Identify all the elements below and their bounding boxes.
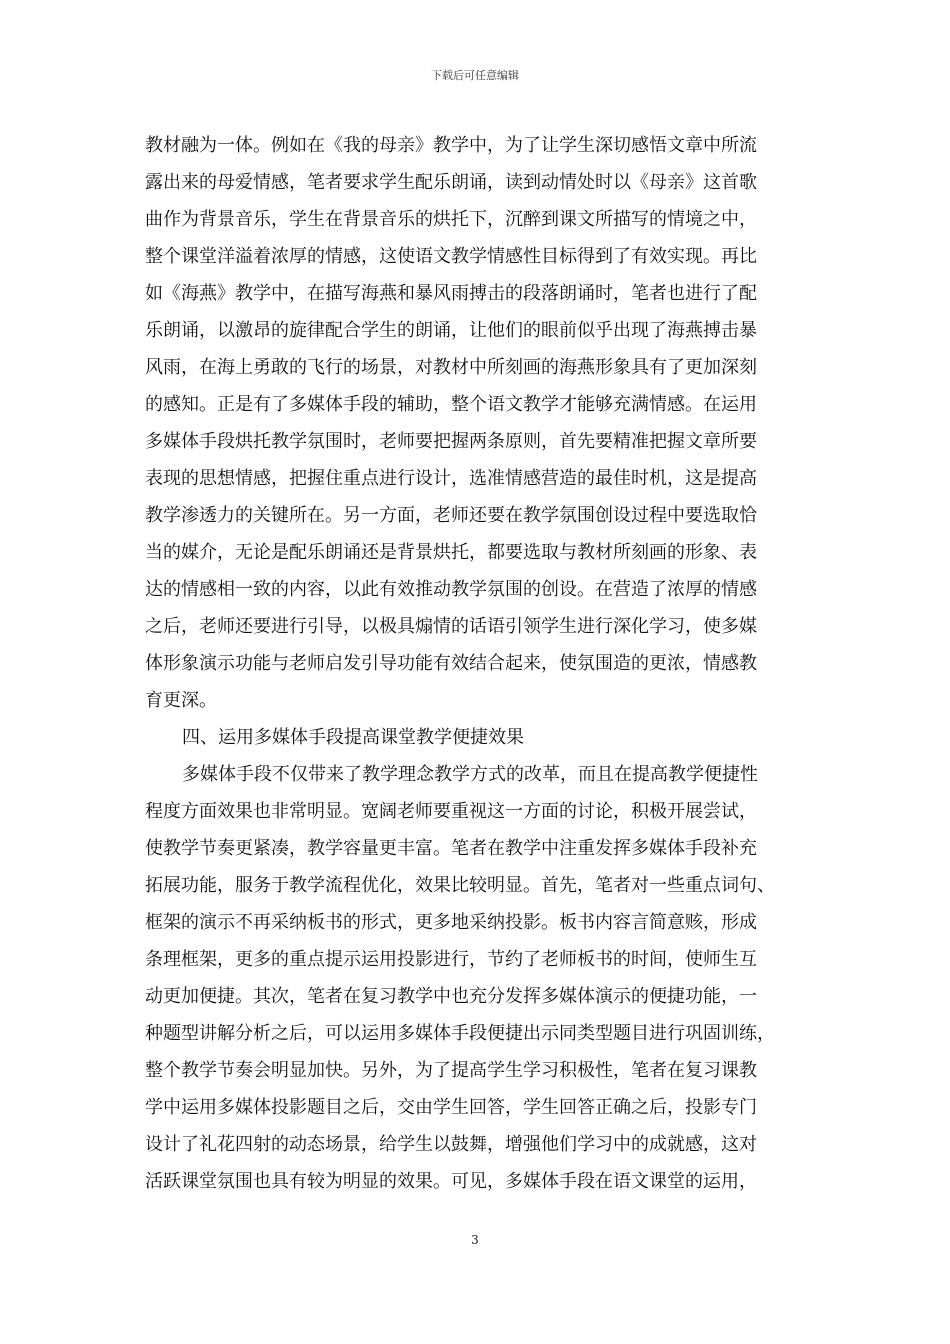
text-line: 程度方面效果也非常明显。宽阔老师要重视这一方面的讨论，积极开展尝试， xyxy=(145,801,757,822)
text-line: 框架的演示不再采纳板书的形式，更多地采纳投影。板书内容言简意赅，形成 xyxy=(145,912,757,933)
text-line: 条理框架，更多的重点提示运用投影进行，节约了老师板书的时间，使师生互 xyxy=(145,949,757,970)
page-number: 3 xyxy=(471,1233,479,1247)
text-line: 多媒体手段烘托教学氛围时，老师要把握两条原则，首先要精准把握文章所要 xyxy=(145,431,757,452)
text-line: 之后，老师还要进行引导，以极具煽情的话语引领学生进行深化学习，使多媒 xyxy=(145,616,757,637)
text-line: 露出来的母爱情感，笔者要求学生配乐朗诵，读到动情处时以《母亲》这首歌 xyxy=(145,172,757,193)
body-text xyxy=(145,127,815,1200)
text-line: 体形象演示功能与老师启发引导功能有效结合起来，使氛围造的更浓，情感教 xyxy=(145,653,757,674)
text-line: 拓展功能，服务于教学流程优化，效果比较明显。首先，笔者对一些重点词句、 xyxy=(145,875,775,896)
text-line: 风雨，在海上勇敢的飞行的场景，对教材中所刻画的海燕形象具有了更加深刻 xyxy=(145,357,757,378)
text-line: 如《海燕》教学中，在描写海燕和暴风雨搏击的段落朗诵时，笔者也进行了配 xyxy=(145,283,757,304)
text-line: 曲作为背景音乐，学生在背景音乐的烘托下，沉醉到课文所描写的情境之中， xyxy=(145,209,757,230)
paragraph xyxy=(145,756,815,1200)
text-line: 教材融为一体。例如在《我的母亲》教学中，为了让学生深切感悟文章中所流 xyxy=(145,135,757,156)
text-line: 整个教学节奏会明显加快。另外，为了提高学生学习积极性，笔者在复习课教 xyxy=(145,1060,757,1081)
text-line: 乐朗诵，以激昂的旋律配合学生的朗诵，让他们的眼前似乎出现了海燕搏击暴 xyxy=(145,320,757,341)
text-line: 教学渗透力的关键所在。另一方面，老师还要在教学氛围创设过程中要选取恰 xyxy=(145,505,757,526)
paragraph xyxy=(145,127,815,719)
text-line: 设计了礼花四射的动态场景，给学生以鼓舞，增强他们学习中的成就感，这对 xyxy=(145,1134,757,1155)
text-line: 多媒体手段不仅带来了教学理念教学方式的改革，而且在提高教学便捷性 xyxy=(182,764,758,785)
text-line: 种题型讲解分析之后，可以运用多媒体手段便捷出示同类型题目进行巩固训练， xyxy=(145,1023,775,1044)
text-line: 整个课堂洋溢着浓厚的情感，这使语文教学情感性目标得到了有效实现。再比 xyxy=(145,246,757,267)
text-line: 的感知。正是有了多媒体手段的辅助，整个语文教学才能够充满情感。在运用 xyxy=(145,394,757,415)
text-line: 育更深。 xyxy=(145,690,217,711)
text-line: 当的媒介，无论是配乐朗诵还是背景烘托，都要选取与教材所刻画的形象、表 xyxy=(145,542,757,563)
text-line: 达的情感相一致的内容，以此有效推动教学氛围的创设。在营造了浓厚的情感 xyxy=(145,579,757,600)
text-line: 学中运用多媒体投影题目之后，交由学生回答，学生回答正确之后，投影专门 xyxy=(145,1097,757,1118)
page-header: 下载后可任意编辑 xyxy=(431,69,519,82)
section-heading: 四、运用多媒体手段提高课堂教学便捷效果 xyxy=(182,727,524,748)
text-line: 表现的思想情感，把握住重点进行设计，选准情感营造的最佳时机，这是提高 xyxy=(145,468,757,489)
text-line: 活跃课堂氛围也具有较为明显的效果。可见，多媒体手段在语文课堂的运用， xyxy=(145,1171,757,1192)
text-line: 动更加便捷。其次，笔者在复习教学中也充分发挥多媒体演示的便捷功能，一 xyxy=(145,986,757,1007)
text-line: 使教学节奏更紧凑，教学容量更丰富。笔者在教学中注重发挥多媒体手段补充 xyxy=(145,838,757,859)
